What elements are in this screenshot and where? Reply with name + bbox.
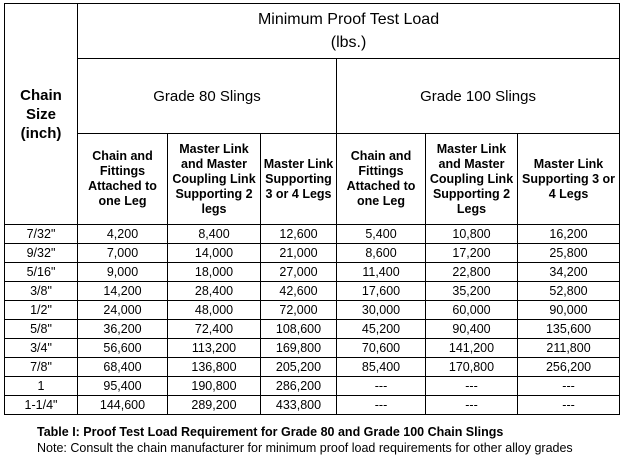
- proof-load-cell: 4,200: [78, 225, 168, 244]
- chain-size-line: (inch): [20, 124, 62, 142]
- proof-load-cell: 28,400: [168, 282, 261, 301]
- table-row: [5, 225, 620, 244]
- column-header-line: Coupling Link: [429, 171, 514, 186]
- chain-size-cell: 5/16": [5, 263, 78, 282]
- proof-load-table: [4, 3, 620, 415]
- proof-load-cell: 85,400: [337, 358, 426, 377]
- column-header: [78, 134, 168, 225]
- column-header: [518, 134, 620, 225]
- proof-load-cell: 141,200: [426, 339, 518, 358]
- column-header: [426, 134, 518, 225]
- proof-load-cell: 8,600: [337, 244, 426, 263]
- proof-load-cell: 17,600: [337, 282, 426, 301]
- column-header-line: and Master: [438, 156, 505, 171]
- column-header: [168, 134, 261, 225]
- proof-load-cell: 90,000: [518, 301, 620, 320]
- proof-load-cell: ---: [426, 396, 518, 415]
- proof-load-cell: 135,600: [518, 320, 620, 339]
- column-header-line: 4 Legs: [548, 186, 589, 201]
- proof-load-cell: 34,200: [518, 263, 620, 282]
- chain-size-cell: 7/8": [5, 358, 78, 377]
- table-row: [5, 244, 620, 263]
- proof-load-title: [78, 4, 620, 59]
- proof-load-cell: 72,000: [261, 301, 337, 320]
- proof-load-cell: 68,400: [78, 358, 168, 377]
- proof-load-cell: 56,600: [78, 339, 168, 358]
- proof-load-cell: 256,200: [518, 358, 620, 377]
- chain-size-cell: 1/2": [5, 301, 78, 320]
- proof-load-cell: 8,400: [168, 225, 261, 244]
- proof-load-cell: 52,800: [518, 282, 620, 301]
- column-header-line: Attached to: [346, 179, 416, 193]
- proof-load-cell: 72,400: [168, 320, 261, 339]
- proof-load-cell: ---: [518, 377, 620, 396]
- proof-load-cell: 30,000: [337, 301, 426, 320]
- column-header: [337, 134, 426, 225]
- proof-load-cell: 169,800: [261, 339, 337, 358]
- proof-load-cell: 108,600: [261, 320, 337, 339]
- proof-load-cell: 17,200: [426, 244, 518, 263]
- proof-load-cell: 14,000: [168, 244, 261, 263]
- column-header-line: Supporting 2: [175, 186, 253, 201]
- proof-load-cell: 21,000: [261, 244, 337, 263]
- column-header-line: Supporting 3 or: [522, 171, 616, 186]
- chain-size-cell: 7/32": [5, 225, 78, 244]
- proof-load-cell: 113,200: [168, 339, 261, 358]
- column-header-line: Master Link: [263, 156, 334, 171]
- proof-load-cell: 16,200: [518, 225, 620, 244]
- chain-size-cell: 3/4": [5, 339, 78, 358]
- column-header-line: Fittings: [99, 164, 146, 178]
- proof-load-cell: 10,800: [426, 225, 518, 244]
- chain-size-cell: 3/8": [5, 282, 78, 301]
- table-row: [5, 320, 620, 339]
- proof-load-cell: 170,800: [426, 358, 518, 377]
- proof-load-cell: 144,600: [78, 396, 168, 415]
- column-header: [261, 134, 337, 225]
- table-header: [5, 4, 620, 225]
- column-header-line: 3 or 4 Legs: [265, 186, 332, 201]
- chain-size-line: Chain: [20, 86, 62, 104]
- proof-load-cell: 211,800: [518, 339, 620, 358]
- table-row: [5, 396, 620, 415]
- column-header-line: legs: [201, 201, 227, 216]
- column-header-line: one Leg: [357, 194, 405, 208]
- chain-size-cell: 5/8": [5, 320, 78, 339]
- table-row: [5, 339, 620, 358]
- column-header-line: one Leg: [98, 194, 147, 208]
- proof-load-cell: 5,400: [337, 225, 426, 244]
- proof-load-cell: ---: [337, 396, 426, 415]
- proof-load-cell: 289,200: [168, 396, 261, 415]
- table-row: [5, 282, 620, 301]
- proof-load-cell: 7,000: [78, 244, 168, 263]
- proof-load-cell: ---: [337, 377, 426, 396]
- proof-load-cell: 22,800: [426, 263, 518, 282]
- proof-load-cell: 27,000: [261, 263, 337, 282]
- proof-load-cell: 36,200: [78, 320, 168, 339]
- proof-load-cell: 45,200: [337, 320, 426, 339]
- proof-load-cell: 11,400: [337, 263, 426, 282]
- column-header-line: Supporting: [265, 171, 332, 186]
- chain-size-header: [5, 4, 78, 225]
- grade-80-header: Grade 80 Slings: [78, 59, 337, 134]
- proof-load-cell: 48,000: [168, 301, 261, 320]
- chain-size-cell: 9/32": [5, 244, 78, 263]
- column-header-line: Master Link: [533, 156, 604, 171]
- column-header-line: Chain and: [92, 149, 153, 163]
- chain-size-cell: 1-1/4": [5, 396, 78, 415]
- proof-load-cell: 70,600: [337, 339, 426, 358]
- column-header-line: and Master: [181, 156, 247, 171]
- proof-load-cell: 136,800: [168, 358, 261, 377]
- proof-load-cell: 286,200: [261, 377, 337, 396]
- column-header-line: Supporting 2: [432, 186, 511, 201]
- table-row: [5, 358, 620, 377]
- title-unit: (lbs.): [330, 34, 367, 51]
- chain-size-line: Size: [25, 105, 56, 123]
- table-note: Note: Consult the chain manufacturer for minimum proof load requirements for other alloy grades: [37, 441, 573, 455]
- proof-load-cell: 190,800: [168, 377, 261, 396]
- table-body: [5, 225, 620, 415]
- proof-load-cell: 14,200: [78, 282, 168, 301]
- column-header-line: Attached to: [88, 179, 157, 193]
- proof-load-cell: 90,400: [426, 320, 518, 339]
- table-row: [5, 263, 620, 282]
- chain-size-cell: 1: [5, 377, 78, 396]
- proof-load-cell: 25,800: [518, 244, 620, 263]
- table-caption: Table I: Proof Test Load Requirement for Grade 80 and Grade 100 Chain Slings: [37, 425, 504, 439]
- proof-load-cell: 42,600: [261, 282, 337, 301]
- proof-load-cell: 12,600: [261, 225, 337, 244]
- proof-load-cell: 18,000: [168, 263, 261, 282]
- proof-load-cell: 9,000: [78, 263, 168, 282]
- proof-load-cell: ---: [426, 377, 518, 396]
- column-header-line: Legs: [456, 201, 487, 216]
- column-header-line: Master Link: [179, 141, 249, 156]
- proof-load-cell: ---: [518, 396, 620, 415]
- proof-load-cell: 95,400: [78, 377, 168, 396]
- column-header-line: Fittings: [358, 164, 404, 178]
- table-row: [5, 377, 620, 396]
- proof-load-cell: 24,000: [78, 301, 168, 320]
- column-header-line: Coupling Link: [172, 171, 256, 186]
- proof-load-cell: 35,200: [426, 282, 518, 301]
- proof-load-cell: 60,000: [426, 301, 518, 320]
- proof-load-cell: 433,800: [261, 396, 337, 415]
- column-header-line: Master Link: [436, 141, 507, 156]
- grade-100-header: Grade 100 Slings: [337, 59, 620, 134]
- title-line: Minimum Proof Test Load: [257, 11, 440, 28]
- table-row: [5, 301, 620, 320]
- column-header-line: Chain and: [350, 149, 412, 163]
- proof-load-cell: 205,200: [261, 358, 337, 377]
